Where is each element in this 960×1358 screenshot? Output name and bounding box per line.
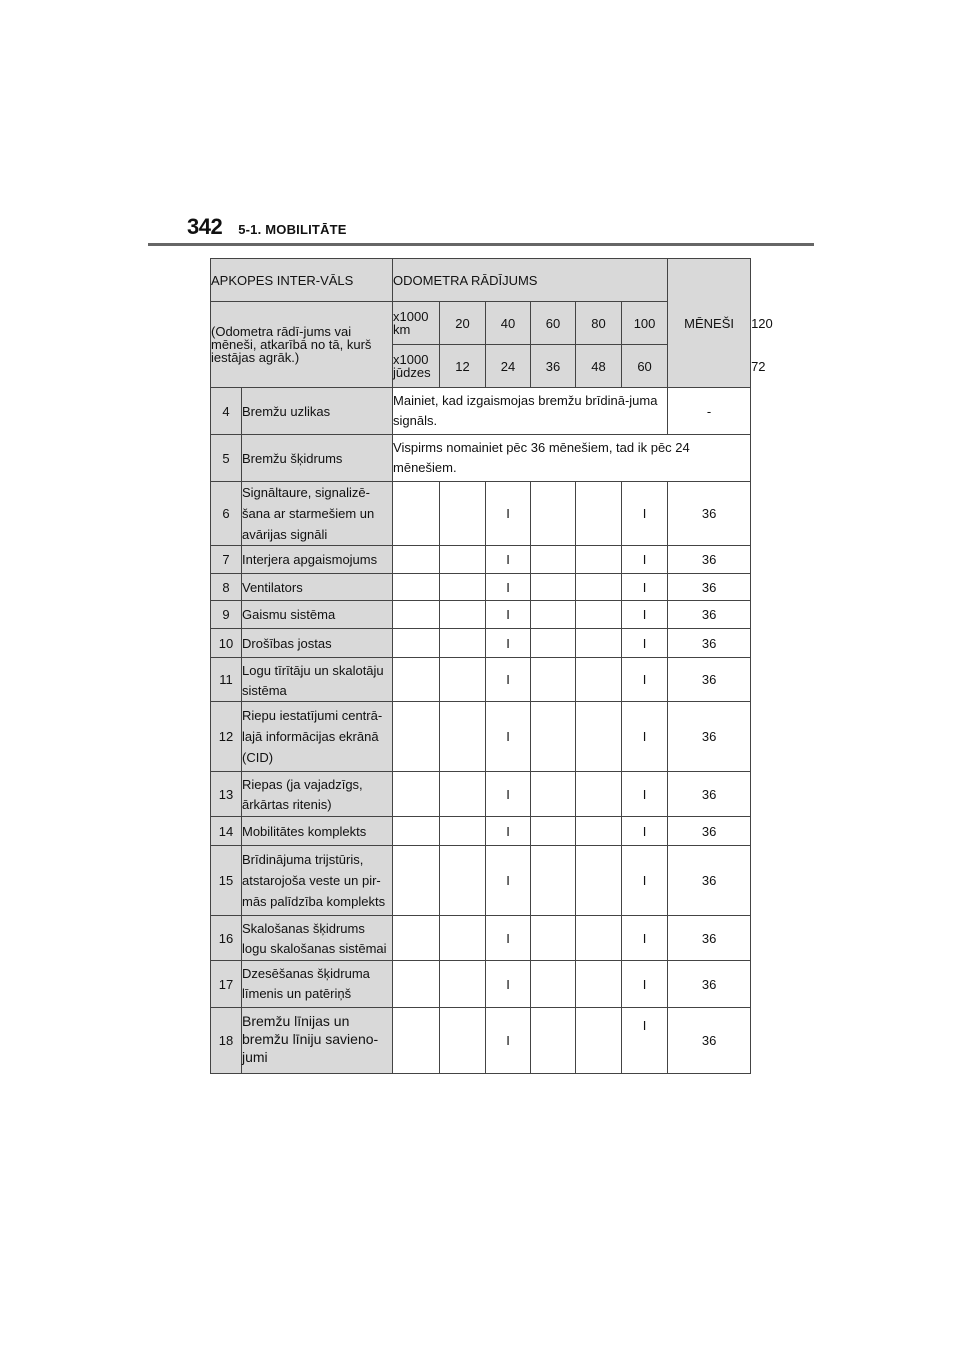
row-cell bbox=[440, 658, 486, 702]
row-item: Brīdinājuma trijstūris, atstarojoša veste un pir-mās palīdzība komplekts bbox=[242, 846, 393, 916]
row-item: Logu tīrītāju un skalotāju sistēma bbox=[242, 658, 393, 702]
row-cell bbox=[576, 629, 622, 658]
unit-miles: x1000 jūdzes bbox=[393, 345, 440, 388]
km-value: 80 bbox=[576, 302, 622, 345]
row-cell bbox=[440, 482, 486, 546]
row-cell bbox=[393, 817, 440, 846]
row-cell: I bbox=[486, 916, 531, 961]
header-row-km: (Odometra rādī-jums vai mēneši, atkarībā no tā, kurš iestājas agrāk.) x1000 km 20 40 60 80 100 120 bbox=[211, 302, 751, 345]
row-item: Interjera apgaismojums bbox=[242, 546, 393, 574]
row-number: 17 bbox=[211, 961, 242, 1008]
row-cell bbox=[440, 574, 486, 601]
row-cell: I bbox=[486, 658, 531, 702]
row-cell bbox=[393, 482, 440, 546]
row-cell bbox=[531, 601, 576, 629]
row-cell: I bbox=[622, 482, 668, 546]
table-row bbox=[211, 961, 751, 1008]
page-number: 342 bbox=[187, 214, 223, 239]
row-months: 36 bbox=[668, 546, 751, 574]
row-number: 12 bbox=[211, 702, 242, 772]
row-cell: I bbox=[622, 772, 668, 817]
row-cell bbox=[531, 817, 576, 846]
row-cell bbox=[576, 658, 622, 702]
row-item: Skalošanas šķidrums logu skalošanas sistēmai bbox=[242, 916, 393, 961]
row-cell: I bbox=[622, 846, 668, 916]
row-cell bbox=[576, 846, 622, 916]
interval-note: (Odometra rādī-jums vai mēneši, atkarībā no tā, kurš iestājas agrāk.) bbox=[211, 302, 393, 388]
row-months: 36 bbox=[668, 574, 751, 601]
months-header: MĒNEŠI bbox=[668, 259, 751, 388]
row-months: 36 bbox=[668, 961, 751, 1008]
row-cell bbox=[393, 702, 440, 772]
row-months: 36 bbox=[668, 1008, 751, 1074]
row-number: 4 bbox=[211, 388, 242, 435]
row-cell: I bbox=[622, 574, 668, 601]
row-cell bbox=[576, 482, 622, 546]
row-cell: I bbox=[622, 546, 668, 574]
mile-value: 36 bbox=[531, 345, 576, 388]
row-cell bbox=[576, 772, 622, 817]
row-cell bbox=[531, 916, 576, 961]
row-cell: I bbox=[622, 817, 668, 846]
row-cell bbox=[576, 546, 622, 574]
row-cell: I bbox=[486, 629, 531, 658]
row-cell bbox=[531, 702, 576, 772]
row-number: 11 bbox=[211, 658, 242, 702]
header-row-miles: x1000 jūdzes 12 24 36 48 60 72 bbox=[211, 345, 751, 388]
row-cell: I bbox=[486, 601, 531, 629]
row-cell: I bbox=[486, 702, 531, 772]
row-item: Dzesēšanas šķidruma līmenis un patēriņš bbox=[242, 961, 393, 1008]
row-cell: I bbox=[486, 546, 531, 574]
row-number: 9 bbox=[211, 601, 242, 629]
row-months: 36 bbox=[668, 702, 751, 772]
row-number: 5 bbox=[211, 435, 242, 482]
row-number: 10 bbox=[211, 629, 242, 658]
row-cell bbox=[393, 916, 440, 961]
row-months: 36 bbox=[668, 658, 751, 702]
table-row bbox=[211, 435, 751, 482]
row-cell: I bbox=[486, 817, 531, 846]
row-number: 18 bbox=[211, 1008, 242, 1074]
row-item: Gaismu sistēma bbox=[242, 601, 393, 629]
row-item: Bremžu līnijas un bremžu līniju savieno-jumi bbox=[242, 1008, 393, 1074]
row-number: 14 bbox=[211, 817, 242, 846]
page-header bbox=[187, 214, 347, 240]
row-cell bbox=[576, 601, 622, 629]
row-cell bbox=[393, 601, 440, 629]
row-months: 36 bbox=[668, 772, 751, 817]
row-cell bbox=[576, 1008, 622, 1074]
table-row bbox=[211, 817, 751, 846]
row-cell: I bbox=[622, 702, 668, 772]
row-number: 16 bbox=[211, 916, 242, 961]
row-number: 15 bbox=[211, 846, 242, 916]
header-row-1 bbox=[211, 259, 751, 302]
km-value: 20 bbox=[440, 302, 486, 345]
row-cell bbox=[440, 702, 486, 772]
row-cell bbox=[393, 574, 440, 601]
row-cell: I bbox=[622, 961, 668, 1008]
mile-value: 48 bbox=[576, 345, 622, 388]
row-cell bbox=[440, 961, 486, 1008]
row-number: 8 bbox=[211, 574, 242, 601]
table-row bbox=[211, 601, 751, 629]
row-item: Riepas (ja vajadzīgs, ārkārtas ritenis) bbox=[242, 772, 393, 817]
row-cell bbox=[531, 546, 576, 574]
row-cell bbox=[531, 772, 576, 817]
row-cell bbox=[576, 574, 622, 601]
row-item: Signāltaure, signalizē-šana ar starmešiem un avārijas signāli bbox=[242, 482, 393, 546]
row-cell bbox=[531, 846, 576, 916]
km-value: 40 bbox=[486, 302, 531, 345]
row-cell bbox=[531, 658, 576, 702]
row-cell bbox=[393, 629, 440, 658]
unit-km: x1000 km bbox=[393, 302, 440, 345]
table-row bbox=[211, 546, 751, 574]
row-cell bbox=[576, 916, 622, 961]
row-cell bbox=[440, 546, 486, 574]
table-row bbox=[211, 629, 751, 658]
odometer-header: ODOMETRA RĀDĪJUMS bbox=[393, 259, 668, 302]
row-cell bbox=[440, 916, 486, 961]
row-cell bbox=[440, 772, 486, 817]
row-months: 36 bbox=[668, 916, 751, 961]
row-cell: I bbox=[622, 916, 668, 961]
table-row bbox=[211, 772, 751, 817]
km-value: 60 bbox=[531, 302, 576, 345]
row-cell: I bbox=[486, 846, 531, 916]
row-item: Mobilitātes komplekts bbox=[242, 817, 393, 846]
row-item: Ventilators bbox=[242, 574, 393, 601]
row-cell: I bbox=[622, 1008, 668, 1074]
interval-header: APKOPES INTER-VĀLS bbox=[211, 259, 393, 302]
row-months: 36 bbox=[668, 817, 751, 846]
row-cell bbox=[531, 482, 576, 546]
row-cell bbox=[576, 817, 622, 846]
header-rule bbox=[148, 243, 814, 246]
row-cell: I bbox=[622, 601, 668, 629]
row-cell: I bbox=[486, 961, 531, 1008]
row-cell bbox=[576, 702, 622, 772]
row-cell: I bbox=[622, 629, 668, 658]
row-number: 13 bbox=[211, 772, 242, 817]
row-cell: I bbox=[486, 772, 531, 817]
maintenance-schedule-table bbox=[210, 258, 773, 1074]
row-cell bbox=[576, 961, 622, 1008]
table-row bbox=[211, 846, 751, 916]
row-item: Bremžu šķidrums bbox=[242, 435, 393, 482]
row-cell bbox=[531, 1008, 576, 1074]
row-cell bbox=[393, 546, 440, 574]
row-item: Riepu iestatījumi centrā-lajā informācijas ekrānā (CID) bbox=[242, 702, 393, 772]
row-months: 36 bbox=[668, 482, 751, 546]
row-number: 6 bbox=[211, 482, 242, 546]
row-months: 36 bbox=[668, 601, 751, 629]
table-row bbox=[211, 916, 751, 961]
table-row bbox=[211, 658, 751, 702]
row-item: Drošības jostas bbox=[242, 629, 393, 658]
section-title: 5-1. MOBILITĀTE bbox=[238, 222, 347, 237]
table-row bbox=[211, 388, 751, 435]
row-cell bbox=[440, 1008, 486, 1074]
mile-value: 60 bbox=[622, 345, 668, 388]
row-cell: I bbox=[486, 574, 531, 601]
row-months: - bbox=[668, 388, 751, 435]
row-cell: I bbox=[622, 658, 668, 702]
mile-value: 12 bbox=[440, 345, 486, 388]
table-row bbox=[211, 702, 751, 772]
row-number: 7 bbox=[211, 546, 242, 574]
row-cell: I bbox=[486, 1008, 531, 1074]
row-cell bbox=[393, 846, 440, 916]
row-cell bbox=[393, 658, 440, 702]
row-cell bbox=[393, 1008, 440, 1074]
table-row bbox=[211, 574, 751, 601]
row-cell bbox=[531, 629, 576, 658]
row-instruction: Mainiet, kad izgaismojas bremžu brīdinā-juma signāls. bbox=[393, 388, 668, 435]
row-months: 36 bbox=[668, 629, 751, 658]
row-cell: I bbox=[486, 482, 531, 546]
row-cell bbox=[531, 574, 576, 601]
table-row bbox=[211, 482, 751, 546]
row-cell bbox=[393, 961, 440, 1008]
row-cell bbox=[440, 846, 486, 916]
km-value: 100 bbox=[622, 302, 668, 345]
row-instruction: Vispirms nomainiet pēc 36 mēnešiem, tad ik pēc 24 mēnešiem. bbox=[393, 435, 751, 482]
row-cell bbox=[531, 961, 576, 1008]
row-cell bbox=[440, 629, 486, 658]
mile-value: 24 bbox=[486, 345, 531, 388]
row-cell bbox=[440, 817, 486, 846]
table-row bbox=[211, 1008, 751, 1074]
row-months: 36 bbox=[668, 846, 751, 916]
row-cell bbox=[393, 772, 440, 817]
row-item: Bremžu uzlikas bbox=[242, 388, 393, 435]
row-cell bbox=[440, 601, 486, 629]
